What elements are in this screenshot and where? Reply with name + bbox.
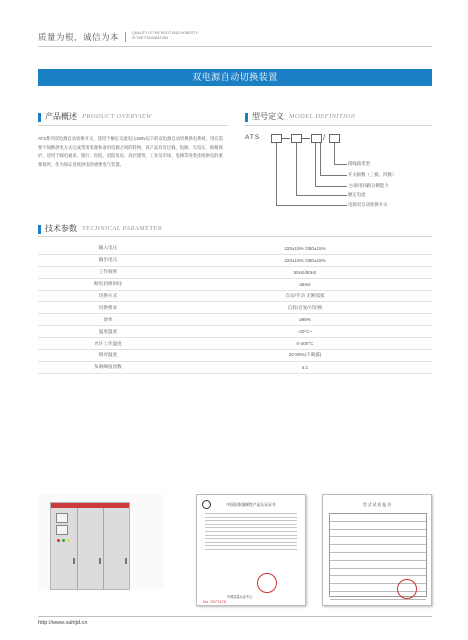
text-line	[205, 545, 297, 546]
header-separator	[125, 32, 126, 42]
parameter-value: 220±15% /380±15%	[178, 243, 432, 254]
model-label: 额定电流	[348, 192, 366, 197]
parameter-name: 切换方式	[38, 290, 178, 302]
parameter-table	[38, 243, 432, 374]
parameter-value: 自投/自复/可切换	[178, 302, 432, 314]
model-line	[276, 205, 347, 206]
parameter-row	[38, 254, 432, 266]
parameter-value: 220±15% /380±15%	[178, 254, 432, 266]
model-line	[296, 195, 347, 196]
door-handle-icon	[125, 558, 127, 564]
parameter-row	[38, 314, 432, 326]
model-line	[334, 143, 335, 164]
section-title: 产品概述	[45, 112, 77, 121]
model-line	[276, 143, 277, 205]
text-line	[205, 527, 297, 528]
door-handle-icon	[99, 558, 101, 564]
parameter-row	[38, 302, 432, 314]
model-box	[271, 134, 282, 143]
parameter-name: 效率	[38, 314, 178, 326]
certificate-title: 中国国家强制性产品认证证书	[226, 503, 276, 507]
parameter-row	[38, 350, 432, 362]
model-line	[315, 143, 316, 186]
model-label: 主/备用回路分断能力	[348, 183, 389, 188]
product-title-banner: 双电源自动切换装置	[38, 69, 432, 86]
seal-icon	[397, 579, 417, 599]
section-marker	[245, 113, 248, 122]
report-title: 型 式 试 验 报 告	[362, 503, 392, 507]
section-product-overview	[38, 112, 152, 122]
parameter-name: 允许工作温度	[38, 338, 178, 350]
model-box	[329, 134, 340, 143]
ccc-certificate	[196, 494, 306, 606]
report-row	[330, 569, 426, 577]
section-divider	[245, 125, 432, 126]
parameter-name: 负载峰值因数	[38, 361, 178, 373]
indicator-lamp-icon	[62, 539, 65, 542]
model-line	[334, 164, 347, 165]
model-label: 接线箱类型	[348, 161, 370, 166]
report-row	[330, 530, 426, 538]
parameter-value: 自动/手动 无断弧弧	[178, 290, 432, 302]
meter-icon	[56, 525, 68, 535]
report-row	[330, 514, 426, 522]
parameter-value: -40°C~	[178, 326, 432, 338]
cert-footer: 中国质量认证中心	[227, 595, 253, 599]
parameter-row	[38, 266, 432, 278]
section-marker	[38, 113, 41, 122]
header-divider	[38, 46, 432, 47]
overview-text: ATS系列双电源自动切换开关，适用于额定交流电压400v以下的双电源自动切换供电系统，用在需要不间断供电方式完成常用电源和备用电源之间的转换，该产品具有过载、短路、欠电压、缺相保护，适用于邮电通讯、银行、医院、消防泵房、高层建筑、工业及市场、电梯等各类连续供电的重要场所，作为保证连续供电的重要电气装置。	[38, 136, 223, 167]
parameter-row	[38, 278, 432, 290]
section-title-en: PRODUCT OVERVIEW	[82, 113, 152, 120]
model-dash	[302, 138, 310, 139]
parameter-value: 50Hz/60Hz	[178, 266, 432, 278]
model-label: 开关极数（三极、四极）	[348, 172, 397, 177]
meter-icon	[56, 513, 68, 523]
parameter-name: 切换要求	[38, 302, 178, 314]
text-line	[205, 520, 297, 521]
model-line	[320, 143, 321, 175]
section-title: 型号定义	[252, 112, 284, 121]
cabinet-divider	[77, 508, 78, 589]
model-dash	[282, 138, 290, 139]
parameter-row	[38, 290, 432, 302]
section-model-definition	[245, 112, 355, 122]
footer-divider	[38, 616, 432, 617]
parameter-row	[38, 338, 432, 350]
model-code-diagram	[245, 134, 435, 224]
indicator-lamp-icon	[67, 539, 70, 542]
model-box	[311, 134, 322, 143]
model-line	[315, 186, 347, 187]
slogan-en: QUALITY IS THE ROOT AND HONESTY IS THE FOUNDATION	[132, 31, 198, 40]
door-handle-icon	[73, 558, 75, 564]
text-line	[205, 535, 297, 536]
model-line	[320, 175, 347, 176]
report-row	[330, 561, 426, 569]
slogan: 质量为根，诚信为本	[38, 32, 120, 42]
report-row	[330, 522, 426, 530]
section-marker	[38, 225, 41, 234]
type-test-report	[322, 494, 432, 606]
parameter-value: 20-90%(不凝露)	[178, 350, 432, 362]
section-title: 技术参数	[45, 224, 77, 233]
cabinet-top-strip	[51, 503, 129, 508]
text-line	[205, 549, 297, 550]
section-divider	[38, 125, 228, 126]
cabinet-divider	[103, 508, 104, 589]
parameter-name: 断电切换时间	[38, 278, 178, 290]
parameter-name: 温度温度	[38, 326, 178, 338]
text-line	[205, 524, 297, 525]
ccc-logo-icon	[202, 500, 211, 509]
model-label: 电源双自动转换开关	[348, 202, 388, 207]
model-box	[291, 134, 302, 143]
parameter-row	[38, 326, 432, 338]
report-row	[330, 553, 426, 561]
text-line	[205, 517, 297, 518]
model-slash: /	[323, 133, 326, 142]
parameter-value: ≤8ms	[178, 278, 432, 290]
switch-cabinet-image	[50, 502, 130, 590]
parameter-name: 相对温度	[38, 350, 178, 362]
parameter-value: ≥98%	[178, 314, 432, 326]
parameter-value: 4:1	[178, 361, 432, 373]
text-line	[205, 531, 297, 532]
parameter-value: 0-400°C	[178, 338, 432, 350]
model-line	[296, 143, 297, 195]
website-link[interactable]: http://www.xahljd.cn	[38, 620, 88, 626]
section-divider	[38, 236, 432, 237]
indicator-lamp-icon	[57, 539, 60, 542]
report-row	[330, 537, 426, 545]
parameter-row	[38, 243, 432, 254]
parameter-row	[38, 361, 432, 373]
section-title-en: MODEL DEFINITION	[289, 113, 356, 120]
page-header	[38, 30, 202, 44]
parameter-name: 输入电压	[38, 243, 178, 254]
text-line	[205, 542, 297, 543]
model-code: ATS	[245, 134, 261, 141]
cert-number: No. 2577478	[203, 599, 226, 604]
text-line	[205, 538, 297, 539]
parameter-name: 工作频率	[38, 266, 178, 278]
report-row	[330, 545, 426, 553]
seal-icon	[257, 573, 277, 593]
text-line	[205, 513, 297, 514]
section-title-en: TECHNICAL PARAMETER	[82, 225, 163, 232]
parameter-name: 输出电压	[38, 254, 178, 266]
section-technical-parameter	[38, 224, 162, 234]
